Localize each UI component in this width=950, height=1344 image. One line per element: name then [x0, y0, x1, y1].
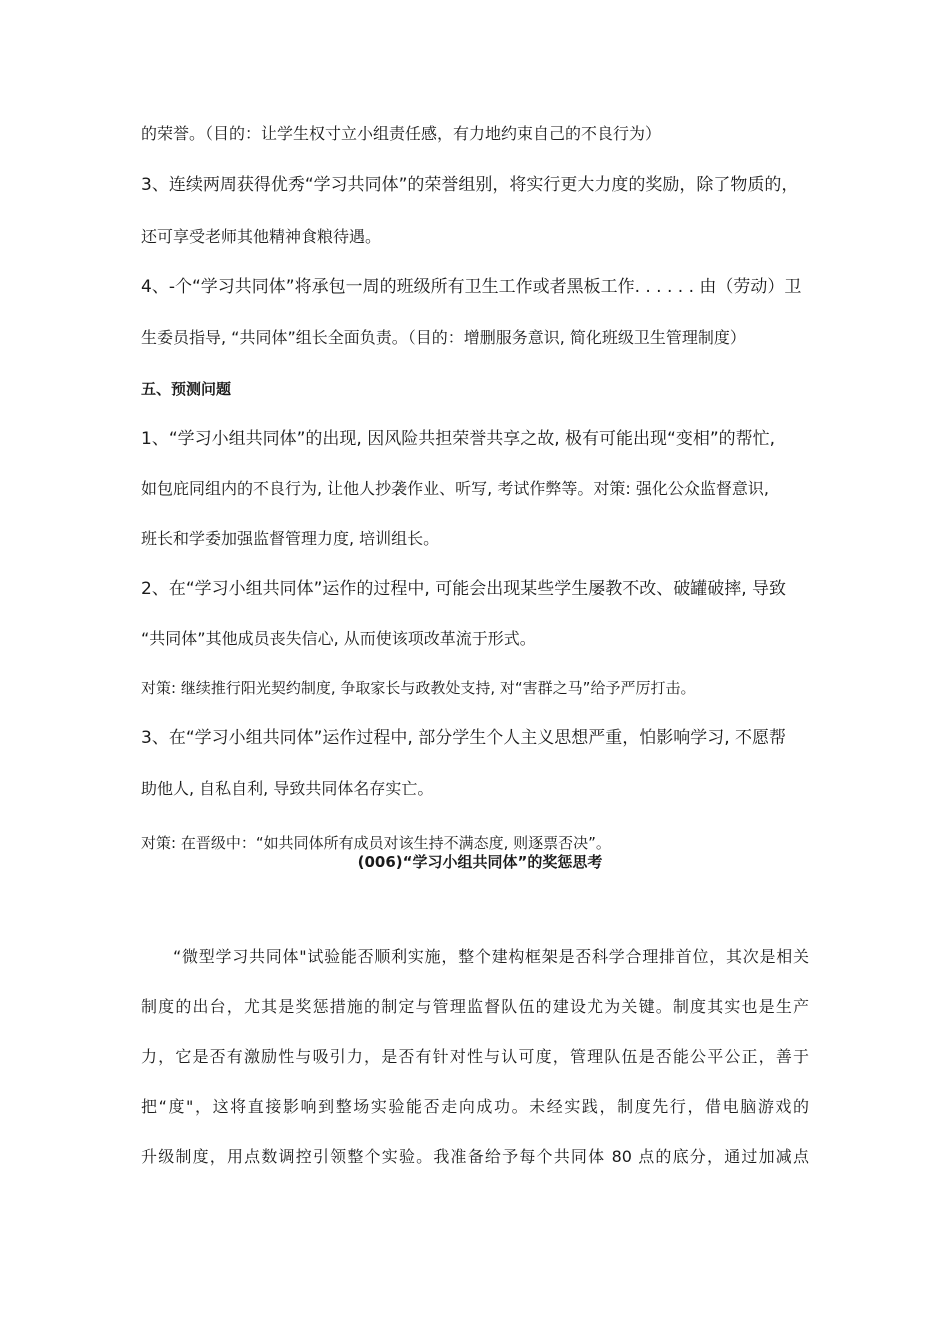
paragraph-line: 升级制度，用点数调控引领整个实验。我准备给予每个共同体 80 点的底分，通过加减点 — [141, 1147, 809, 1166]
text-line: 4、-个“学习共同体”将承包一周的班级所有卫生工作或者黑板工作. . . . . . 由（劳动）卫 — [141, 277, 802, 297]
section-title: (006)“学习小组共同体”的奖惩思考 — [357, 853, 603, 871]
paragraph-line: 把“度"，这将直接影响到整场实验能否走向成功。未经实践，制度先行，借电脑游戏的 — [141, 1097, 809, 1116]
text-line: 对策: 继续推行阳光契约制度, 争取家长与政教处支持, 对“害群之马”给予严厉打击。 — [141, 679, 696, 697]
text-line: 还可享受老师其他精神食粮待遇。 — [141, 227, 382, 246]
paragraph-line: 制度的出台，尤其是奖惩措施的制定与管理监督队伍的建设尤为关键。制度其实也是生产 — [141, 997, 809, 1016]
paragraph-line: 力，它是否有激励性与吸引力，是否有针对性与认可度，管理队伍是否能公平公正，善于 — [141, 1047, 809, 1066]
text-line: 生委员指导, “共同体”组长全面负责。（目的：增删服务意识, 简化班级卫生管理制度） — [141, 328, 746, 347]
text-line: “共同体”其他成员丧失信心, 从而使该项改革流于形式。 — [141, 629, 536, 648]
text-line: 3、在“学习小组共同体”运作过程中, 部分学生个人主义思想严重，怕影响学习, 不愿帮 — [141, 728, 787, 748]
text-line: 1、“学习小组共同体”的出现, 因风险共担荣誉共享之故, 极有可能出现“变相”的帮忙, — [141, 429, 776, 449]
text-line: 如包庇同组内的不良行为, 让他人抄袭作业、听写, 考试作弊等。对策: 强化公众监督意识, — [141, 479, 769, 498]
text-line: 3、连续两周获得优秀“学习共同体”的荣誉组别，将实行更大力度的奖励，除了物质的， — [141, 175, 799, 195]
paragraph-line: “微型学习共同体"试验能否顺利实施，整个建构框架是否科学合理排首位，其次是相关 — [173, 947, 809, 966]
text-line: 2、在“学习小组共同体”运作的过程中, 可能会出现某些学生屡教不改、破罐破摔, 导致 — [141, 579, 787, 599]
text-line: 的荣誉。（目的：让学生权寸立小组责任感，有力地约束自己的不良行为） — [141, 124, 662, 143]
section-heading: 五、预测问题 — [141, 380, 232, 398]
text-line: 班长和学委加强监督管理力度, 培训组长。 — [141, 529, 440, 548]
text-line: 助他人, 自私自利, 导致共同体名存实亡。 — [141, 779, 434, 798]
text-line: 对策: 在晋级中：“如共同体所有成员对该生持不满态度, 则逐票否决”。 — [141, 834, 611, 852]
